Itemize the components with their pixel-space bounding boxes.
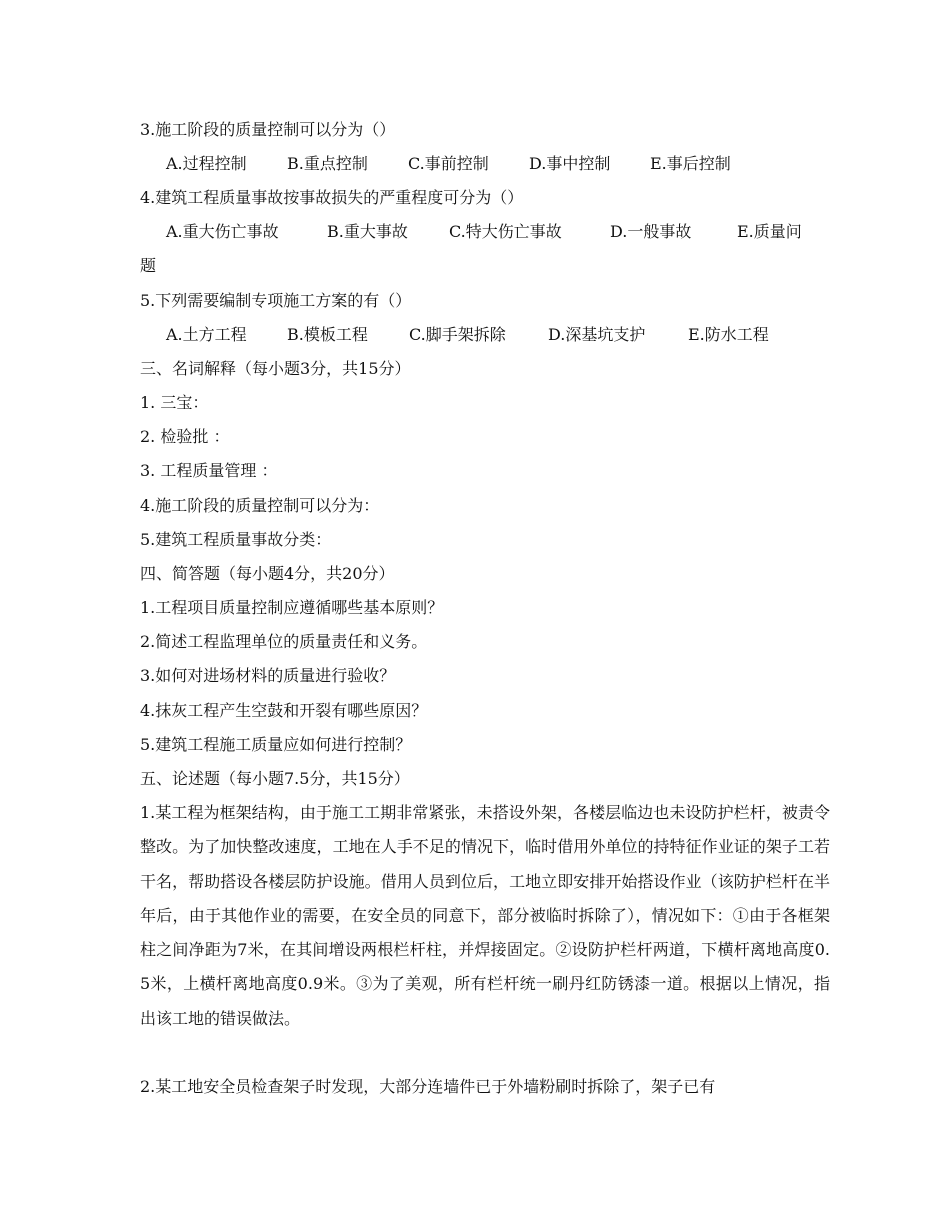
section-5-question-1: 1.某工程为框架结构，由于施工工期非常紧张，未搭设外架，各楼层临边也未设防护栏杆，被责令整改。为了加快整改速度，工地在人手不足的情况下，临时借用外单位的持特征作业证的架子工若干名，帮助搭设各楼层防护设施。借用人员到位后，工地立即安排开始搭设作业（该防护栏杆在半年后，由于其他作业的需要，在安全员的同意下，部分被临时拆除了），情况如下：①由于各框架柱之间净距为7米，在其间增设两根栏杆柱，并焊接固定。②设防护栏杆两道，下横杆离地高度0.5米，上横杆离地高度0.9米。③为了美观，所有栏杆统一刷丹红防锈漆一道。根据以上情况，指出该工地的错误做法。: [140, 803, 830, 1028]
option-d: D.深基坑支护: [548, 325, 646, 344]
mc-question-4-wrap: 题: [140, 256, 157, 275]
option-c: C.脚手架拆除: [409, 325, 506, 344]
option-d: D.一般事故: [610, 222, 692, 241]
option-c: C.事前控制: [408, 154, 489, 173]
mc-question-4-stem: 4.建筑工程质量事故按事故损失的严重程度可分为（）: [140, 188, 524, 207]
section-4-item-4: 4.抹灰工程产生空鼓和开裂有哪些原因？: [140, 701, 428, 720]
mc-question-3-stem: 3.施工阶段的质量控制可以分为（）: [140, 120, 396, 139]
section-3-item-4: 4.施工阶段的质量控制可以分为：: [140, 496, 380, 515]
section-3-item-2: 2. 检验批 ：: [140, 427, 230, 446]
option-d: D.事中控制: [529, 154, 611, 173]
section-4-item-2: 2.简述工程监理单位的质量责任和义务。: [140, 632, 428, 651]
section-4-heading: 四、简答题（每小题4分，共20分）: [140, 564, 395, 583]
section-5-question-2: 2.某工地安全员检查架子时发现，大部分连墙件已于外墙粉刷时拆除了，架子已有: [140, 1077, 716, 1096]
option-a: A.过程控制: [166, 154, 247, 173]
section-3-heading: 三、名词解释（每小题3分，共15分）: [140, 359, 411, 378]
option-b: B.模板工程: [287, 325, 368, 344]
section-3-item-5: 5.建筑工程质量事故分类：: [140, 530, 332, 549]
mc-question-3-options: [166, 154, 731, 174]
option-e: E.质量问: [737, 222, 802, 241]
section-4-item-1: 1.工程项目质量控制应遵循哪些基本原则？: [140, 598, 444, 617]
section-4-item-3: 3.如何对进场材料的质量进行验收？: [140, 666, 396, 685]
section-4-item-5: 5.建筑工程施工质量应如何进行控制？: [140, 735, 412, 754]
option-b: B.重大事故: [327, 222, 408, 241]
mc-question-5-stem: 5.下列需要编制专项施工方案的有（）: [140, 291, 412, 310]
section-3-item-1: 1. 三宝：: [140, 393, 209, 412]
option-e: E.事后控制: [650, 154, 731, 173]
option-c: C.特大伤亡事故: [449, 222, 562, 241]
section-3-item-3: 3. 工程质量管理 ：: [140, 461, 278, 480]
mc-question-5-options: [166, 325, 769, 345]
option-b: B.重点控制: [287, 154, 368, 173]
option-e: E.防水工程: [688, 325, 769, 344]
option-a: A.土方工程: [166, 325, 247, 344]
option-a: A.重大伤亡事故: [166, 222, 279, 241]
section-5-heading: 五、论述题（每小题7.5分，共15分）: [140, 769, 410, 788]
mc-question-4-options: [166, 222, 802, 242]
